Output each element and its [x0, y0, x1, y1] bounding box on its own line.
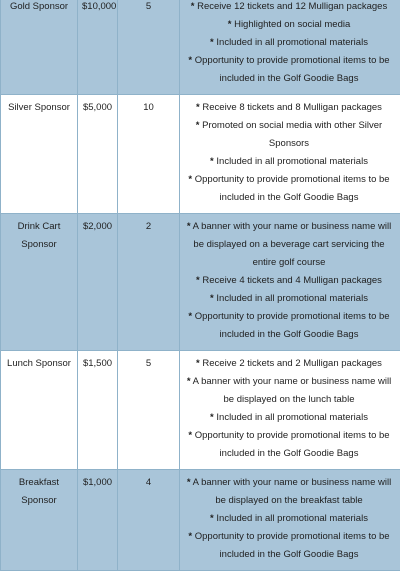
benefit-item [184, 308, 394, 344]
benefit-text: Highlighted on social media [234, 19, 351, 30]
bullet-star-icon: * [227, 19, 232, 30]
benefit-item [184, 272, 394, 290]
benefit-text: Opportunity to provide promotional items to be included in the Golf Goodie Bags [194, 531, 390, 560]
bullet-star-icon: * [188, 311, 193, 322]
sponsor-price: $10,000 [78, 0, 118, 95]
sponsor-price: $1,500 [78, 351, 118, 470]
sponsor-benefits [180, 0, 400, 95]
sponsor-benefits [180, 214, 400, 351]
bullet-star-icon: * [188, 531, 193, 542]
bullet-star-icon: * [195, 120, 200, 131]
benefit-text: Opportunity to provide promotional items to be included in the Golf Goodie Bags [194, 430, 390, 459]
bullet-star-icon: * [210, 412, 214, 423]
benefit-item [184, 153, 394, 171]
bullet-star-icon: * [210, 293, 214, 304]
benefit-text: Receive 2 tickets and 2 Mulligan packages [202, 358, 382, 369]
sponsor-benefits [180, 470, 400, 571]
table-row [1, 0, 400, 95]
bullet-star-icon: * [188, 430, 193, 441]
bullet-star-icon: * [210, 156, 214, 167]
sponsor-level: Drink Cart Sponsor [1, 214, 78, 351]
sponsor-price: $2,000 [78, 214, 118, 351]
benefit-text: Included in all promotional materials [216, 412, 368, 423]
benefit-item [184, 373, 394, 409]
bullet-star-icon: * [210, 513, 214, 524]
benefit-item [184, 52, 394, 88]
bullet-star-icon: * [190, 1, 195, 12]
bullet-star-icon: * [210, 37, 214, 48]
sponsor-level: Gold Sponsor [1, 0, 78, 95]
benefit-text: Receive 4 tickets and 4 Mulligan packages [202, 275, 382, 286]
benefit-text: A banner with your name or business name will be displayed on the lunch table [192, 376, 392, 405]
sponsor-availability: 5 [118, 351, 180, 470]
benefit-text: Included in all promotional materials [216, 293, 368, 304]
benefit-text: Included in all promotional materials [216, 37, 368, 48]
bullet-star-icon: * [196, 102, 200, 113]
bullet-star-icon: * [186, 376, 191, 387]
benefit-item [184, 528, 394, 564]
table-row [1, 470, 400, 571]
sponsor-availability: 4 [118, 470, 180, 571]
sponsor-availability: 5 [118, 0, 180, 95]
table-row [1, 351, 400, 470]
benefit-text: Receive 12 tickets and 12 Mulligan packages [197, 1, 388, 12]
benefit-text: A banner with your name or business name will be displayed on the breakfast table [192, 477, 392, 506]
benefit-item [184, 290, 394, 308]
benefit-item [184, 16, 394, 34]
benefit-item [184, 474, 394, 510]
bullet-star-icon: * [186, 477, 191, 488]
sponsor-level: Silver Sponsor [1, 95, 78, 214]
sponsor-level: Breakfast Sponsor [1, 470, 78, 571]
benefit-text: Promoted on social media with other Silver Sponsors [202, 120, 383, 149]
benefit-item [184, 34, 394, 52]
bullet-star-icon: * [188, 55, 193, 66]
benefit-item [184, 99, 394, 117]
sponsor-benefits [180, 351, 400, 470]
benefit-item [184, 171, 394, 207]
table-row [1, 95, 400, 214]
sponsor-availability: 10 [118, 95, 180, 214]
sponsor-price: $1,000 [78, 470, 118, 571]
sponsor-price: $5,000 [78, 95, 118, 214]
sponsor-availability: 2 [118, 214, 180, 351]
bullet-star-icon: * [196, 275, 200, 286]
benefit-item [184, 218, 394, 272]
table-row [1, 214, 400, 351]
bullet-star-icon: * [196, 358, 200, 369]
bullet-star-icon: * [188, 174, 193, 185]
sponsor-level: Lunch Sponsor [1, 351, 78, 470]
sponsor-benefits [180, 95, 400, 214]
bullet-star-icon: * [186, 221, 191, 232]
benefit-item [184, 355, 394, 373]
benefit-text: Opportunity to provide promotional items to be included in the Golf Goodie Bags [194, 311, 390, 340]
benefit-item [184, 0, 394, 16]
benefit-text: A banner with your name or business name will be displayed on a beverage cart servicing the entire golf course [192, 221, 392, 268]
benefit-text: Receive 8 tickets and 8 Mulligan packages [202, 102, 382, 113]
benefit-item [184, 409, 394, 427]
benefit-text: Opportunity to provide promotional items to be included in the Golf Goodie Bags [194, 55, 390, 84]
benefit-item [184, 510, 394, 528]
benefit-item [184, 427, 394, 463]
benefit-text: Opportunity to provide promotional items to be included in the Golf Goodie Bags [194, 174, 390, 203]
benefit-text: Included in all promotional materials [216, 156, 368, 167]
benefit-text: Included in all promotional materials [216, 513, 368, 524]
benefit-item [184, 117, 394, 153]
